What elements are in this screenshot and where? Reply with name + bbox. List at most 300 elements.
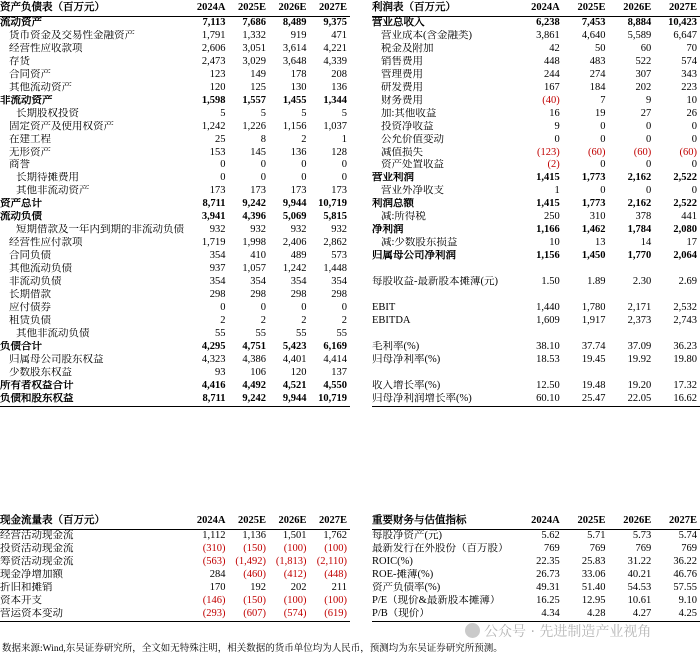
cell-value: 16.62 (654, 393, 700, 406)
cell-value (609, 263, 655, 276)
cell-value: (146) (202, 594, 226, 606)
row-label: 少数股东权益 (9, 366, 72, 378)
cell-value: 0 (600, 185, 606, 197)
cell-value: 0 (646, 133, 652, 145)
table-row (0, 134, 350, 147)
row-label: 毛利率(%) (372, 340, 420, 352)
cell-value: 1,780 (581, 301, 606, 313)
cell-value: 5.62 (541, 530, 560, 541)
cell-value: 38.10 (536, 340, 560, 352)
cell-value (517, 367, 563, 380)
cell-value: 0 (646, 185, 652, 197)
cell-value: 16.25 (536, 594, 560, 606)
cell-value: 1,773 (581, 198, 606, 210)
cell-value: 1,770 (627, 250, 652, 262)
row-label: 归母净利润增长率(%) (372, 393, 517, 406)
table-row (0, 341, 350, 354)
cell-value: 1,242 (201, 120, 226, 132)
cell-value: 1,156 (536, 250, 560, 262)
table-row (0, 393, 350, 406)
cell-value: 55 (296, 327, 307, 339)
row-label: 利润总额 (372, 198, 414, 210)
cell-value: 471 (331, 29, 347, 41)
cell-value: 0 (600, 120, 606, 132)
cell-value: 4,640 (581, 29, 606, 41)
table-row (0, 250, 350, 263)
row-label: 管理费用 (381, 68, 423, 80)
cell-value: 9 (646, 94, 652, 106)
cell-value: 0 (301, 172, 307, 184)
row-label: 负债和股东权益 (0, 393, 188, 406)
cell-value: 7 (600, 94, 606, 106)
cell-value (563, 367, 609, 380)
cell-value: 17.32 (673, 379, 697, 391)
table-row (0, 69, 350, 82)
row-label: 合同资产 (9, 68, 51, 80)
cell-value: 1,917 (581, 314, 606, 326)
cell-value: (150) (243, 594, 266, 606)
wechat-icon (465, 623, 480, 638)
table-row (372, 121, 700, 134)
cell-value: 932 (290, 224, 307, 236)
cell-value: 4,492 (242, 379, 266, 391)
cell-value: 2,473 (201, 55, 226, 67)
cell-value: 4,386 (242, 353, 266, 365)
cell-value: 769 (544, 542, 560, 554)
cell-value: 145 (250, 146, 266, 158)
table-row (372, 147, 700, 160)
cell-value: (1,492) (235, 555, 266, 567)
cell-value: 202 (635, 81, 652, 93)
table-row (372, 56, 700, 69)
cell-value (654, 289, 700, 302)
row-label: 归属母公司股东权益 (9, 353, 104, 365)
cell-value: 932 (209, 224, 226, 236)
cell-value: 5.74 (678, 530, 697, 541)
row-label: 归属母公司净利润 (372, 250, 456, 262)
row-label: 所有者权益合计 (0, 379, 74, 391)
cell-value: 10,719 (318, 198, 347, 210)
cell-value: 0 (341, 301, 347, 313)
cell-value: 0 (691, 159, 697, 171)
cash-flow-grid (0, 513, 350, 622)
cell-value: (310) (202, 542, 226, 554)
cell-value: 6,169 (323, 340, 347, 352)
cell-value: 173 (290, 185, 307, 197)
table-title: 现金流量表（百万元） (0, 513, 188, 530)
row-label: P/E（现价&最新股本摊薄） (372, 594, 501, 606)
cell-value: 137 (331, 366, 347, 378)
cell-value: 211 (331, 581, 347, 593)
row-label: 税金及附加 (381, 42, 434, 54)
row-label: 其他流动负债 (9, 263, 72, 275)
table-row (0, 82, 350, 95)
cell-value (654, 367, 700, 380)
cell-value (609, 289, 655, 302)
cell-value: 55 (215, 327, 226, 339)
cell-value: 1,226 (242, 120, 266, 132)
cell-value: 2.69 (678, 276, 697, 288)
cell-value: 54.53 (627, 581, 652, 593)
cell-value: 4,339 (323, 55, 347, 67)
cell-value: 4,521 (282, 379, 307, 391)
table-row (372, 108, 700, 121)
cell-value: 769 (681, 542, 697, 554)
row-label: 归母净利率(%) (372, 353, 441, 365)
cell-value: 8,884 (627, 17, 652, 28)
row-label: 投资净收益 (381, 120, 434, 132)
cell-value: (100) (283, 594, 307, 606)
cell-value: 244 (544, 68, 560, 80)
table-row (372, 530, 700, 543)
table-row (0, 121, 350, 134)
cell-value: 343 (681, 68, 697, 80)
cell-value: 522 (635, 55, 652, 67)
table-title: 利润表（百万元） (372, 0, 517, 17)
row-label: 折旧和摊销 (0, 581, 53, 593)
cell-value: 441 (681, 211, 697, 223)
cell-value: 5,815 (323, 211, 347, 223)
cell-value: 49.31 (536, 581, 560, 593)
cash-flow-table (0, 513, 350, 622)
column-header: 2025E (563, 0, 609, 17)
cell-value: 1,719 (201, 237, 226, 249)
table-row (0, 159, 350, 172)
column-header: 2027E (654, 513, 700, 530)
cell-value: 2,743 (673, 314, 697, 326)
cell-value: 22.05 (609, 393, 655, 406)
cell-value: 1,136 (242, 530, 266, 541)
cell-value: 354 (331, 276, 347, 288)
row-label: 经营性应付款项 (9, 237, 83, 249)
cell-value: 4,221 (323, 42, 347, 54)
cell-value: 2.30 (632, 276, 652, 288)
cell-value: 9,242 (242, 198, 266, 210)
row-label: 资产处置收益 (381, 159, 444, 171)
table-row (372, 237, 700, 250)
cell-value: 2 (301, 314, 307, 326)
table-row (0, 224, 350, 237)
source-footnote: 数据来源:Wind,东吴证券研究所，全文如无特殊注明，相关数据的货币单位均为人民币，预测均为东吴证券研究所预测。 (2, 644, 503, 654)
cell-value: 10 (549, 237, 560, 249)
row-label: 资产总计 (0, 198, 42, 210)
table-row (0, 608, 350, 621)
cell-value: 298 (250, 289, 266, 301)
cell-value: 13 (595, 237, 606, 249)
row-label: 收入增长率(%) (372, 379, 441, 391)
column-header: 2024A (188, 513, 229, 530)
cell-value: 1,037 (323, 120, 347, 132)
cell-value: 489 (290, 250, 307, 262)
table-row (372, 263, 700, 276)
cell-value: 574 (681, 55, 697, 67)
cell-value: 1,166 (536, 224, 560, 236)
cell-value: (60) (679, 146, 697, 158)
table-row (0, 95, 350, 108)
row-label: 短期借款及一年内到期的非流动负债 (16, 224, 184, 236)
cell-value: 6,647 (673, 29, 697, 41)
row-label: P/B（现价） (372, 608, 517, 621)
cell-value: 919 (290, 29, 307, 41)
cell-value: 1,156 (282, 120, 307, 132)
cell-value: 120 (209, 81, 226, 93)
cell-value: 149 (250, 68, 266, 80)
row-label: 筹资活动现金流 (0, 555, 74, 567)
table-row (0, 543, 350, 556)
cell-value: 19.80 (673, 353, 697, 365)
cell-value: 173 (209, 185, 226, 197)
table-row (0, 108, 350, 121)
cell-value: 1,762 (323, 530, 347, 541)
column-header: 2025E (563, 513, 609, 530)
balance-sheet-table (0, 0, 350, 407)
table-row (372, 608, 700, 621)
row-label: 销售费用 (381, 55, 423, 67)
table-row (0, 582, 350, 595)
cell-value: 50 (595, 42, 606, 54)
cell-value: 51.40 (581, 581, 606, 593)
table-row (372, 595, 700, 608)
cell-value: 769 (635, 542, 652, 554)
cell-value: 937 (209, 263, 226, 275)
cell-value: 70 (686, 42, 697, 54)
table-row (372, 134, 700, 147)
row-label: 其他流动资产 (9, 81, 72, 93)
cell-value: 4,416 (201, 379, 226, 391)
table-row (372, 315, 700, 328)
cell-value: (100) (324, 542, 347, 554)
row-label: 固定资产及使用权资产 (9, 120, 114, 132)
cell-value: 173 (331, 185, 347, 197)
table-row (372, 198, 700, 211)
cell-value: 10,423 (668, 17, 697, 28)
cell-value: 55 (255, 327, 266, 339)
table-row (0, 17, 350, 30)
table-row (0, 302, 350, 315)
cell-value: (150) (243, 542, 266, 554)
cell-value: 10.61 (627, 594, 652, 606)
cell-value: 2,162 (627, 172, 652, 184)
table-row (0, 380, 350, 393)
cell-value: 2,532 (673, 301, 697, 313)
cell-value: 123 (209, 68, 226, 80)
cell-value: 60 (640, 42, 652, 54)
cell-value: 93 (215, 366, 226, 378)
cell-value: 0 (260, 159, 266, 171)
column-header: 2026E (269, 0, 310, 17)
table-row (372, 69, 700, 82)
table-row (372, 17, 700, 30)
cell-value: 37.09 (627, 340, 652, 352)
cell-value: 5 (341, 107, 347, 119)
cell-value: 1,332 (242, 29, 266, 41)
cell-value: 0 (301, 159, 307, 171)
cell-value: 4,401 (282, 353, 307, 365)
row-label: 财务费用 (381, 94, 423, 106)
balance-sheet-grid (0, 0, 350, 407)
row-label: EBIT (372, 301, 396, 313)
cell-value: 19.48 (581, 379, 606, 391)
row-label: 流动资产 (0, 17, 42, 28)
cell-value (517, 289, 563, 302)
cell-value: 5.71 (587, 530, 606, 541)
cell-value: 284 (209, 568, 226, 580)
cell-value: 9,944 (282, 198, 307, 210)
cell-value: 19.45 (581, 353, 606, 365)
cell-value: 1,455 (282, 94, 307, 106)
cell-value: 0 (301, 301, 307, 313)
cell-value: 1,112 (202, 530, 226, 541)
row-label (372, 289, 517, 302)
table-row (0, 56, 350, 69)
cell-value: 483 (589, 55, 606, 67)
table-row (372, 211, 700, 224)
cell-value: 354 (290, 276, 307, 288)
table-row (0, 185, 350, 198)
table-row (372, 302, 700, 315)
indicators-table (372, 513, 700, 622)
row-label: 营业总收入 (372, 17, 425, 28)
cell-value: 46.76 (673, 568, 697, 580)
cell-value: 3,941 (201, 211, 226, 223)
cell-value: 202 (290, 581, 307, 593)
cell-value: 192 (250, 581, 266, 593)
cell-value: 2,162 (627, 198, 652, 210)
cell-value: 4.25 (654, 608, 700, 621)
cell-value: 5,069 (282, 211, 307, 223)
column-header: 2027E (310, 0, 351, 17)
cell-value: 4,396 (242, 211, 266, 223)
cell-value: 1,998 (242, 237, 266, 249)
table-title: 资产负债表（百万元） (0, 0, 188, 17)
cell-value: 31.22 (627, 555, 652, 567)
cell-value: 0 (646, 159, 652, 171)
row-label: 研发费用 (381, 81, 423, 93)
table-row (372, 159, 700, 172)
cell-value: 136 (331, 81, 347, 93)
cell-value: 0 (646, 120, 652, 132)
row-label: 其他非流动资产 (16, 185, 90, 197)
row-label: 减:少数股东损益 (381, 237, 458, 249)
cell-value: 2,171 (627, 301, 652, 313)
table-row (0, 30, 350, 43)
row-label: 货币资金及交易性金融资产 (9, 29, 135, 41)
income-statement-grid (372, 0, 700, 407)
cell-value: 0 (220, 301, 226, 313)
cell-value: 36.22 (673, 555, 697, 567)
row-label (372, 328, 517, 341)
header-row (0, 513, 350, 530)
row-label: 资本开支 (0, 594, 42, 606)
table-row (0, 43, 350, 56)
cell-value: 5,589 (627, 29, 652, 41)
cell-value: 354 (250, 276, 266, 288)
cell-value: 8 (260, 133, 266, 145)
cell-value (609, 367, 655, 380)
table-row (0, 198, 350, 211)
column-header: 2026E (269, 513, 310, 530)
cell-value: 5,423 (282, 340, 307, 352)
table-row (372, 328, 700, 341)
cell-value: 4,550 (323, 379, 347, 391)
cell-value: 354 (209, 250, 226, 262)
table-row (0, 595, 350, 608)
cell-value: 1,242 (282, 263, 307, 275)
cell-value: 4,295 (201, 340, 226, 352)
row-label: 每股净资产(元) (372, 530, 442, 541)
cell-value: 5 (301, 107, 307, 119)
cell-value: 178 (290, 68, 307, 80)
cell-value: 298 (290, 289, 307, 301)
cell-value: 1,415 (536, 198, 560, 210)
cell-value: 4.34 (517, 608, 563, 621)
row-label: 无形资产 (9, 146, 51, 158)
cell-value: 170 (209, 581, 226, 593)
cell-value: (574) (269, 608, 310, 621)
column-header: 2027E (310, 513, 351, 530)
cell-value: (448) (324, 568, 347, 580)
table-row (372, 82, 700, 95)
cell-value: (412) (283, 568, 307, 580)
row-label: 其他非流动负债 (16, 327, 90, 339)
row-label: 减值损失 (381, 146, 423, 158)
cell-value: 274 (589, 68, 606, 80)
cell-value: 25.83 (581, 555, 606, 567)
cell-value: 9,242 (229, 393, 270, 406)
table-row (0, 289, 350, 302)
cell-value (517, 263, 563, 276)
cell-value: (460) (243, 568, 266, 580)
row-label: 合同负债 (9, 250, 51, 262)
table-row (0, 237, 350, 250)
cell-value: 1,462 (581, 224, 606, 236)
cell-value: 8,711 (188, 393, 229, 406)
column-header: 2026E (609, 0, 655, 17)
header-row (372, 0, 700, 17)
cell-value: 106 (250, 366, 266, 378)
row-label: 经营性应收款项 (9, 42, 83, 54)
table-row (372, 367, 700, 380)
cell-value: 223 (681, 81, 697, 93)
cell-value: 173 (250, 185, 266, 197)
row-label: ROE-摊薄(%) (372, 568, 434, 580)
table-row (0, 211, 350, 224)
cell-value: 2 (220, 314, 226, 326)
row-label (372, 367, 517, 380)
table-row (372, 224, 700, 237)
cell-value: 37.74 (581, 340, 606, 352)
cell-value: 3,648 (282, 55, 307, 67)
cell-value: 307 (635, 68, 652, 80)
cell-value: 208 (331, 68, 347, 80)
cell-value: 33.06 (581, 568, 606, 580)
table-row (372, 30, 700, 43)
cell-value: (100) (283, 542, 307, 554)
cell-value: 354 (209, 276, 226, 288)
cell-value: 5.73 (632, 530, 652, 541)
cell-value: 26.73 (536, 568, 560, 580)
cell-value: 250 (544, 211, 560, 223)
cell-value: 26 (686, 107, 697, 119)
cell-value: 2,522 (673, 172, 697, 184)
cell-value: (100) (324, 594, 347, 606)
cell-value: 60.10 (517, 393, 563, 406)
cell-value: 10 (686, 94, 697, 106)
column-header: 2025E (229, 0, 270, 17)
cell-value: 136 (290, 146, 307, 158)
cell-value: 4.27 (609, 608, 655, 621)
header-row (0, 0, 350, 17)
